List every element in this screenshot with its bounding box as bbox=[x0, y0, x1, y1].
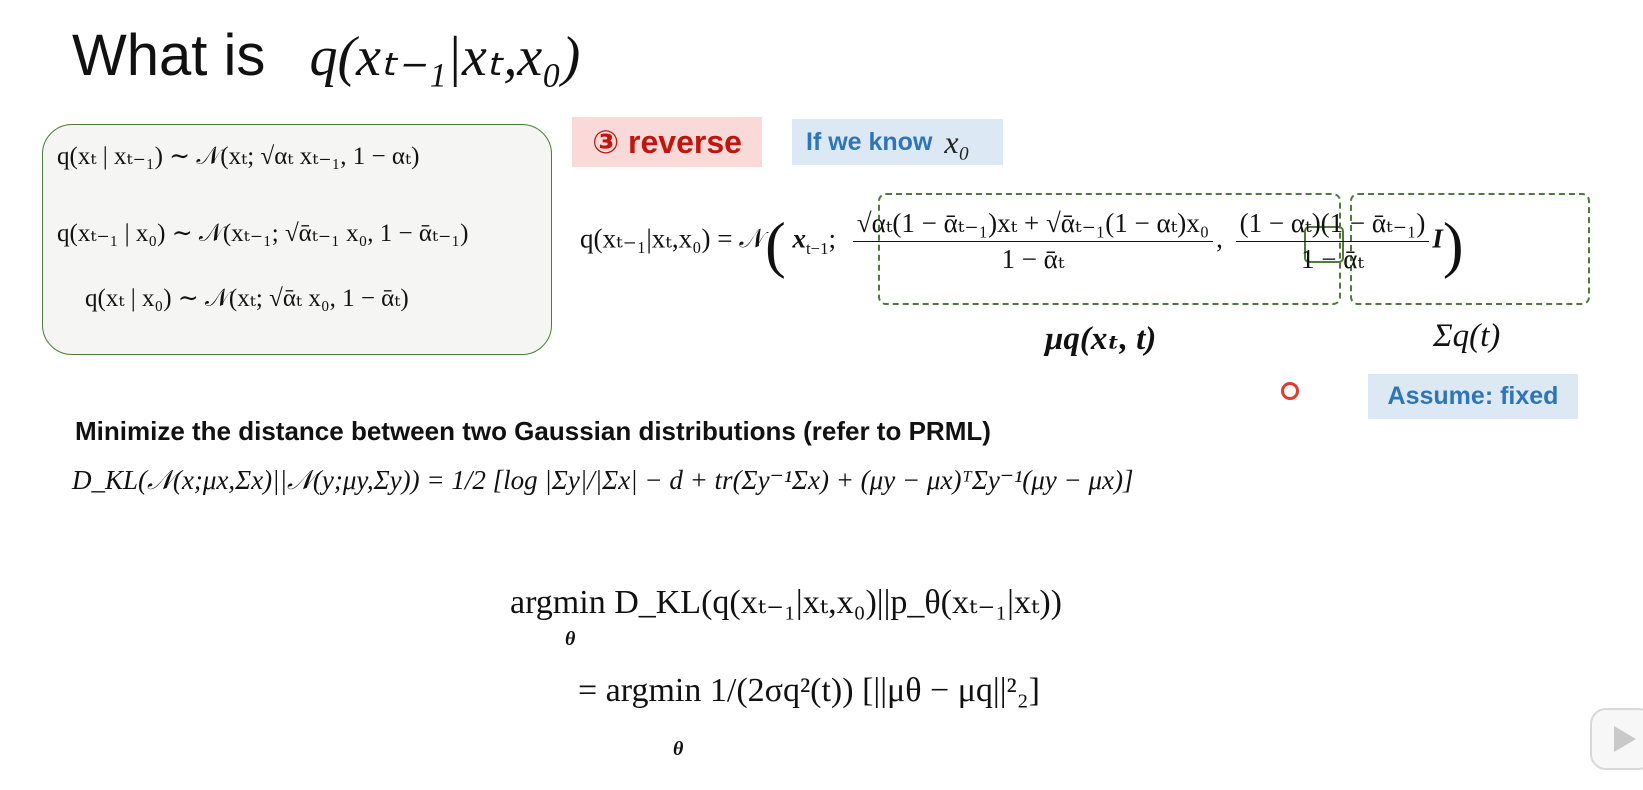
laser-pointer-dot bbox=[1281, 382, 1299, 400]
kl-divergence-formula: D_KL(𝒩(x;μx,Σx)||𝒩(y;μy,Σy)) = 1/2 [log |Σy|/|Σx| − d + tr(Σy⁻¹Σx) + (μy − μx)ᵀΣy⁻¹(μy − μx)] bbox=[72, 465, 1134, 495]
variance-denominator: 1 − ᾱₜ bbox=[1301, 244, 1365, 274]
section-subheading: Minimize the distance between two Gaussian distributions (refer to PRML) bbox=[75, 416, 991, 446]
known-distributions-box bbox=[42, 124, 552, 355]
play-button[interactable] bbox=[1590, 708, 1643, 770]
posterior-lhs: q(xₜ₋₁|xₜ,x₀) = 𝒩 bbox=[580, 223, 766, 254]
argmin-subscript-1: θ bbox=[565, 628, 576, 650]
title-formula: q(xₜ₋₁|xₜ,x₀) bbox=[309, 26, 581, 88]
play-icon bbox=[1614, 726, 1636, 752]
reverse-badge: ③ reverse bbox=[572, 117, 762, 167]
if-we-know-badge bbox=[792, 119, 1003, 165]
mean-label: μq(xₜ, t) bbox=[1045, 321, 1157, 357]
variance-numerator: (1 − αₜ)(1 − ᾱₜ₋₁) bbox=[1236, 208, 1430, 242]
x0-variable: x₀ bbox=[944, 123, 970, 160]
marginal-prev-equation: q(xₜ₋₁ | x₀) ∼ 𝒩(xₜ₋₁; √ᾱₜ₋₁ x₀, 1 − ᾱₜ₋₁) bbox=[57, 220, 469, 247]
objective-line-1: argmin D_KL(q(xₜ₋₁|xₜ,x₀)||p_θ(xₜ₋₁|xₜ)) bbox=[510, 584, 1063, 621]
mean-denominator: 1 − ᾱₜ bbox=[1001, 244, 1065, 274]
argmin-subscript-2: θ bbox=[673, 738, 684, 760]
mean-numerator: √αₜ(1 − ᾱₜ₋₁)xₜ + √ᾱₜ₋₁(1 − αₜ)x₀ bbox=[853, 208, 1213, 242]
if-we-know-text: If we know bbox=[806, 127, 933, 156]
marginal-t-equation: q(xₜ | x₀) ∼ 𝒩(xₜ; √ᾱₜ x₀, 1 − ᾱₜ) bbox=[85, 285, 409, 312]
objective-line-2: = argmin 1/(2σq²(t)) [||μθ − μq||²₂] bbox=[578, 672, 1040, 709]
assume-fixed-badge: Assume: fixed bbox=[1368, 374, 1578, 419]
identity-matrix: I bbox=[1432, 223, 1443, 254]
variance-label: Σq(t) bbox=[1433, 318, 1501, 354]
posterior-equation: q(xₜ₋₁|xₜ,x₀) = 𝒩( $x_{t-1}$; $\frac{\text{√αₜ(1 − ᾱₜ₋₁)xₜ + √ᾱₜ₋₁(1 − αₜ)x₀}}{\text{1 − ᾱₜ}}$ , $\frac{\text{(1 − αₜ)(1 − ᾱₜ₋₁)}}{\text{1 − ᾱₜ}}$ I) bbox=[580, 208, 1464, 280]
title-text: What is bbox=[72, 23, 266, 88]
slide-title bbox=[72, 22, 580, 89]
forward-step-equation: q(xₜ | xₜ₋₁) ∼ 𝒩(xₜ; √αₜ xₜ₋₁, 1 − αₜ) bbox=[57, 143, 420, 170]
